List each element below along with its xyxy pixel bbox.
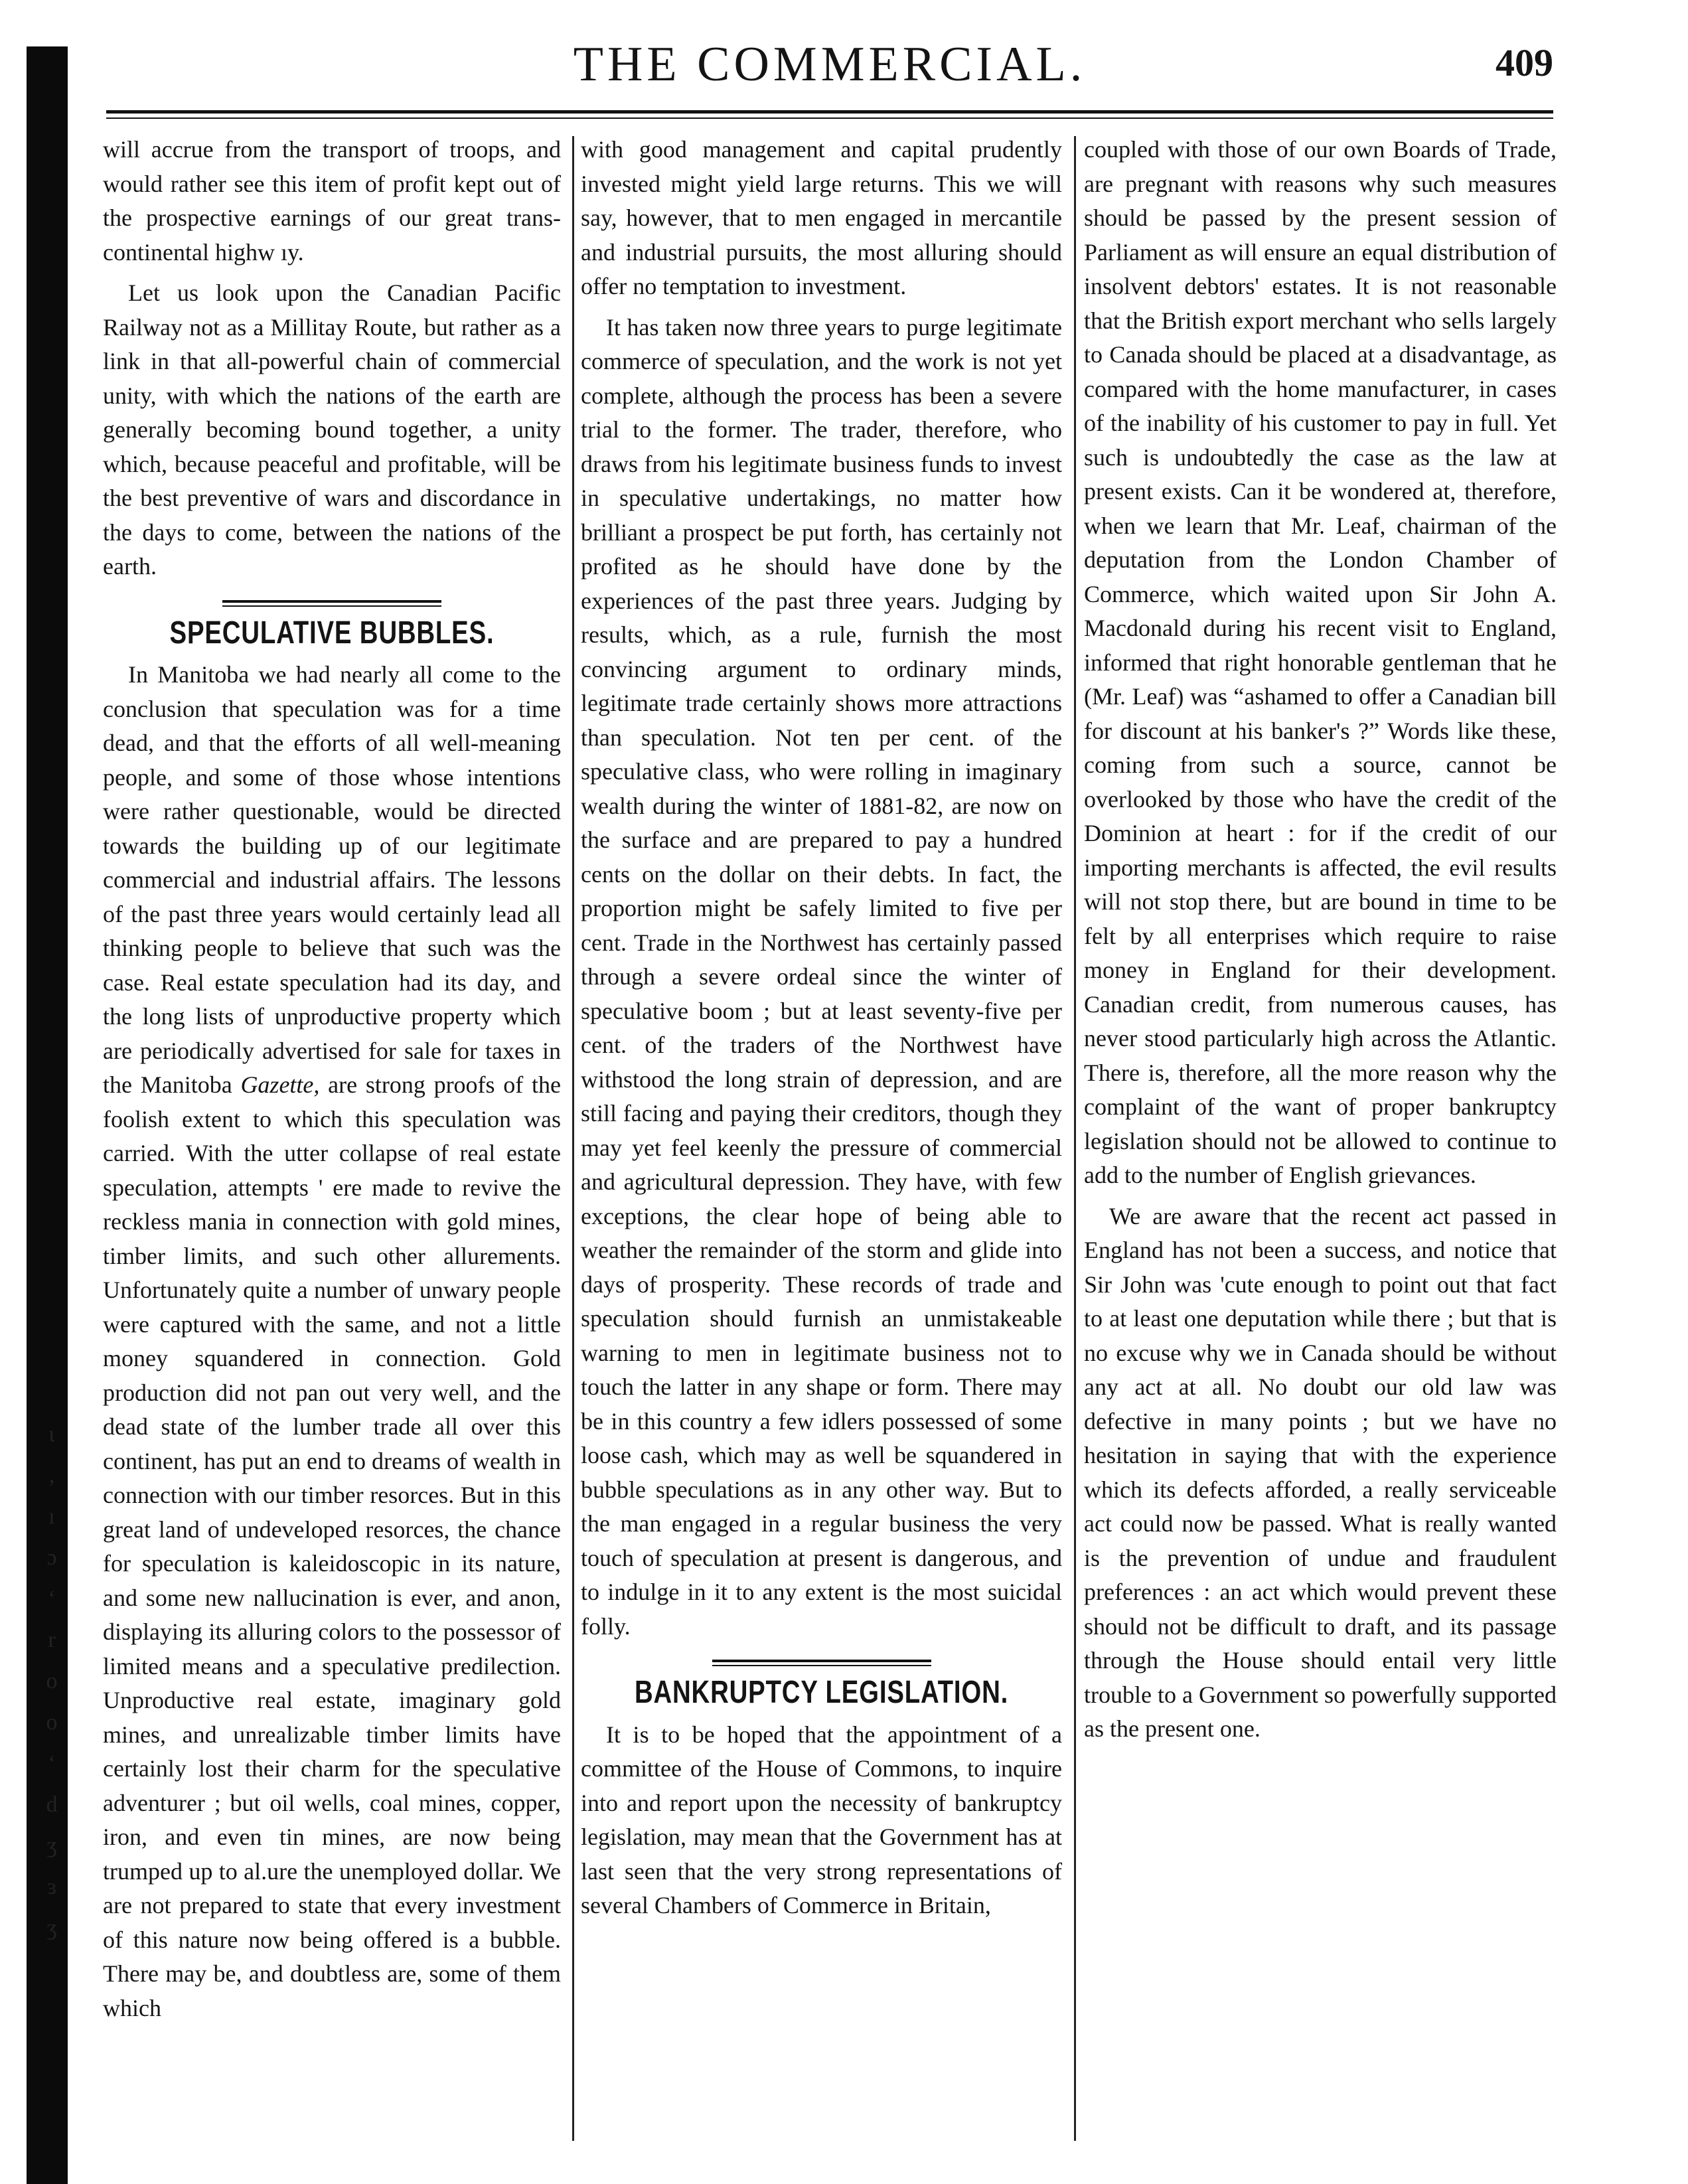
section-rule xyxy=(222,600,441,607)
paragraph: will accrue from the transport of troops, and would rather see this item of profit kept out of the prospective earnings of our great trans-continental highw ıy. xyxy=(103,136,561,266)
margin-mark: ı xyxy=(48,1504,55,1529)
margin-mark: r xyxy=(48,1628,56,1652)
page-header xyxy=(106,37,1553,103)
header-rule xyxy=(106,110,1553,119)
margin-mark: ʻ xyxy=(48,1751,56,1776)
margin-mark: ʒ xyxy=(46,1916,57,1940)
page-number: 409 xyxy=(1496,41,1553,84)
margin-mark: o xyxy=(46,1710,58,1735)
column-3 xyxy=(1084,133,1557,2157)
paragraph: with good management and capital prudently invested might yield large returns. This we will say, however, that to men engaged in mercantile and industrial pursuits, the most alluring should offer no temptation to investment. xyxy=(581,136,1062,299)
paragraph: coupled with those of our own Boards of Trade, are pregnant with reasons why such measures should be passed by the present session of Parliament as will ensure an equal distribution of insolvent debtors' estates. It is not reasonable that the British export merchant who sells largely to Canada should be placed at a disadvantage, as compared with the home manufacturer, in cases of the inability of his customer to pay in full. Yet such is undoubtedly the case as the law at present exists. Can it be wondered at, therefore, when we learn that Mr. Leaf, chairman of the deputation from the London Chamber of Commerce, which waited upon Sir John A. Macdonald during his recent visit to England, informed that right honorable gentleman that he (Mr. Leaf) was “ashamed to offer a Canadian bill for discount at his banker's ?” Words like these, coming from such a source, cannot be overlooked by those who have the credit of the Dominion at heart : for if the credit of our importing merchants is affected, the evil results will not stop there, but are bound in time to be felt by all enterprises which require to raise money in England for their development. Canadian credit, from numerous causes, has never stood particularly high across the Atlantic. There is, therefore, all the more reason why the complaint of the want of proper bankruptcy legislation should not be allowed to continue to add to the number of English grievances. xyxy=(1084,136,1557,1188)
margin-mark: ɔ xyxy=(46,1545,57,1570)
section-title-speculative-bubbles: SPECULATIVE BUBBLES. xyxy=(169,615,495,651)
section-rule xyxy=(712,1660,931,1666)
margin-mark: d xyxy=(46,1792,58,1817)
paragraph: Let us look upon the Canadian Pacific Railway not as a Millitay Route, but rather as a link in that all-powerful chain of commercial unity, with which the nations of the earth are generally becoming bound together, a unity which, because peaceful and profitable, will be the best preventive of wars and discordance in the days to come, between the nations of the earth. xyxy=(103,279,561,580)
paragraph xyxy=(103,658,561,2025)
text-run: are strong proofs of the foolish extent to which this speculation was carried. With the utter collapse of real estate speculation, attempts ' ere made to revive the reckless mania in connection with gold mines, timber limits, and such other allurements. Unfortunately quite a number of unwary people were captured with the same, and not a little money squandered in connection. Gold production did not pan out very well, and the dead state of the lumber trade all over this continent, has put an end to dreams of wealth in connection with our timber resorces. But in this great land of undeveloped resorces, the chance for speculation is kaleidoscopic in its nature, and some new nallucination is ever, and anon, displaying its alluring colors to the possessor of limited means and a speculative predilection. Unproductive real estate, imaginary gold mines, and unrealizable timber limits have certainly lost their charm for the speculative adventurer ; but oil wells, coal mines, copper, iron, and even tin mines, are now being trumped up to al.ure the unemployed dollar. We are not prepared to state that every investment of this nature now being offered is a bubble. There may be, and doubtless are, some of them which xyxy=(103,1071,562,2021)
gazette-italic: Gazette, xyxy=(240,1071,320,1098)
article-columns xyxy=(103,133,1557,2157)
text-run: In Manitoba we had nearly all come to the conclusion that speculation was for a time dead, and that the efforts of all well-meaning people, and some of those whose intentions were rather questionable, would be directed towards the building up of our legitimate commercial and industrial affairs. The lessons of the past three years would certainly lead all thinking people to believe that such was the case. Real estate speculation had its day, and the long lists of unproductive property which are periodically advertised for sale for taxes in the Manitoba xyxy=(103,661,561,1098)
margin-marks xyxy=(38,1414,65,1949)
margin-mark: ʻ xyxy=(48,1587,56,1611)
column-2 xyxy=(581,133,1062,2157)
paragraph: It has taken now three years to purge legitimate commerce of speculation, and the work is not yet complete, although the process has been a severe trial to the former. The trader, therefore, who draws from his legitimate business funds to invest in speculative undertakings, no matter how brilliant a prospect be put forth, has certainly not profited as he should have done by the experiences of the past three years. Judging by results, which, as a rule, furnish the most convincing argument to ordinary minds, legitimate trade certainly shows more attractions than speculation. Not ten per cent. of the speculative class, who were rolling in imaginary wealth during the winter of 1881-82, are now on the surface and are prepared to pay a hundred cents on the dollar on their debts. In fact, the proportion might be safely limited to five per cent. Trade in the Northwest has certainly passed through a severe ordeal since the winter of speculative boom ; but at least seventy-five per cent. of the traders of the Northwest have withstood the long strain of depression, and are still facing and paying their creditors, though they may yet feel keenly the pressure of commercial and agricultural depression. They have, with few exceptions, the clear hope of being able to weather the remainder of the storm and glide into days of prosperity. These records of trade and speculation should furnish an unmistakeable warning to men in legitimate business not to touch the latter in any shape or form. There may be in this country a few idlers possessed of some loose cash, which may as well be squandered in bubble speculations as in any other way. But to the man engaged in a regular business the very touch of speculation at present is dangerous, and to indulge in it to any extent is the most suicidal folly. xyxy=(581,313,1062,1640)
margin-mark: o xyxy=(46,1669,58,1693)
paragraph: We are aware that the recent act passed in England has not been a success, and notice that Sir John was 'cute enough to point out that fact to at least one deputation while there ; but that is no excuse why we in Canada should be without any act at all. No doubt our old law was defective in many points ; but we have no hesitation in saying that with the experience which its defects afforded, a really serviceable act could now be passed. What is really wanted is the prevention of undue and fraudulent preferences : an act which would prevent these should not be difficult to draft, and its passage through the House should entail very little trouble to a Government so powerfully supported as the present one. xyxy=(1084,1202,1557,1742)
column-1 xyxy=(103,133,561,2157)
margin-mark: ʒ xyxy=(46,1833,57,1858)
margin-mark: , xyxy=(48,1463,55,1488)
margin-mark: ι xyxy=(48,1422,55,1446)
masthead: THE COMMERCIAL. xyxy=(573,37,1087,92)
paragraph: It is to be hoped that the appointment of a committee of the House of Commons, to inquire into and report upon the necessity of bankruptcy legislation, may mean that the Government has at last seen that the very strong representations of several Chambers of Commerce in Britain, xyxy=(581,1721,1062,1918)
margin-mark: ɜ xyxy=(46,1875,57,1899)
section-title-bankruptcy-legislation: BANKRUPTCY LEGISLATION. xyxy=(634,1675,1009,1710)
